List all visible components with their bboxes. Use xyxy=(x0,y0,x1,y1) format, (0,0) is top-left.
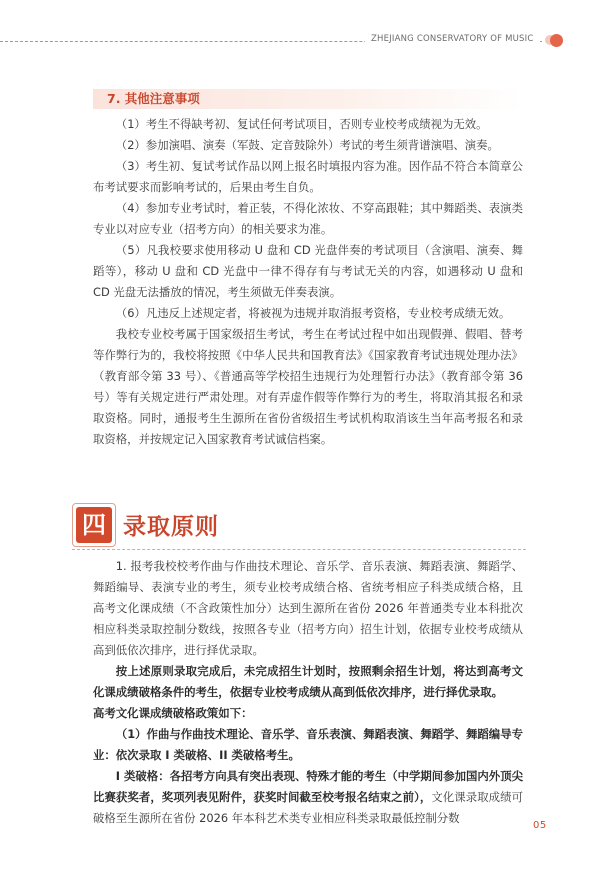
section7-title: 7. 其他注意事项 xyxy=(107,91,200,106)
section4-divider xyxy=(72,549,526,550)
section4-paragraph-5 xyxy=(93,766,523,829)
section7-item-6: （6）凡违反上述规定者，将被视为违规并取消报考资格，专业校考成绩无效。 xyxy=(115,306,511,320)
section4-paragraph-4: （1）作曲与作曲技术理论、音乐学、音乐表演、舞蹈表演、舞蹈学、舞蹈编导专业：依次录取 I 类破格、II 类破格考生。 xyxy=(93,727,523,762)
section7-closing-paragraph: 我校专业校考属于国家级招生考试，考生在考试过程中如出现假弹、假唱、替考等作弊行为的，我校将按照《中华人民共和国教育法》《国家教育考试违规处理办法》（教育部令第 33 号）、《普通高等学校招生违规行为处理暂行办法》（教育部令第 36 号）等有关规定进行严肃处理。对有弄虚作假等作弊行为的考生，将取消其报名和录取资格。同时，通报考生生源所在省份省级招生考试机构取消该生当年高考报名和录取资格，并按规定记入国家教育考试诚信档案。 xyxy=(93,327,523,446)
section4-paragraph-1: 1. 报考我校校考作曲与作曲技术理论、音乐学、音乐表演、舞蹈表演、舞蹈学、舞蹈编导、表演专业的考生，须专业校考成绩合格、省统考相应子科类成绩合格，且高考文化课成绩（不含政策性加分）达到生源所在省份 2026 年普通类专业本科批次相应科类录取控制分数线，按照各专业（招考方向）招生计划，依据专业校考成绩从高到低依次排序，进行择优录取。 xyxy=(93,559,523,657)
section4-paragraph-5-bold: I 类破格：各招考方向具有突出表现、特殊才能的考生（中学期间参加国内外顶尖比赛获奖者，奖项列表见附件，获奖时间截至校考报名结束之前）， xyxy=(93,769,523,804)
section7-item-1: （1）考生不得缺考初、复试任何考试项目，否则专业校考成绩视为无效。 xyxy=(115,117,488,131)
section4-paragraph-5-normal: 文化课录取成绩可破格至生源所在省份 2026 年本科艺术类专业相应科类录取最低控制分数 xyxy=(93,790,523,825)
section7-item-4: （4）参加专业考试时，着正装，不得化浓妆、不穿高跟鞋；其中舞蹈类、表演类专业以对应专业（招考方向）的相关要求为准。 xyxy=(93,201,523,236)
section7-item-3: （3）考生初、复试考试作品以网上报名时填报内容为准。因作品不符合本简章公布考试要求而影响考试的，后果由考生自负。 xyxy=(93,159,523,194)
section4-paragraph-3: 高考文化课成绩破格政策如下： xyxy=(93,706,253,720)
section4-paragraph-2: 按上述原则录取完成后，未完成招生计划时，按照剩余招生计划，将达到高考文化课成绩破格条件的考生，依据专业校考成绩从高到低依次排序，进行择优录取。 xyxy=(93,664,523,699)
header-school-name: ZHEJIANG CONSERVATORY OF MUSIC xyxy=(365,34,540,44)
section7-item-2: （2）参加演唱、演奏（军鼓、定音鼓除外）考试的考生须背谱演唱、演奏。 xyxy=(115,138,499,152)
section4-number: 四 xyxy=(76,507,112,543)
section7-item-5: （5）凡我校要求使用移动 U 盘和 CD 光盘伴奏的考试项目（含演唱、演奏、舞蹈等），移动 U 盘和 CD 光盘中一律不得存有与考试无关的内容，如遇移动 U 盘和 CD 光盘无法播放的情况，考生须做无伴奏表演。 xyxy=(93,243,523,299)
header-dot-icon xyxy=(550,34,563,47)
page-number: 05 xyxy=(533,820,547,831)
section4-title: 录取原则 xyxy=(123,513,219,540)
